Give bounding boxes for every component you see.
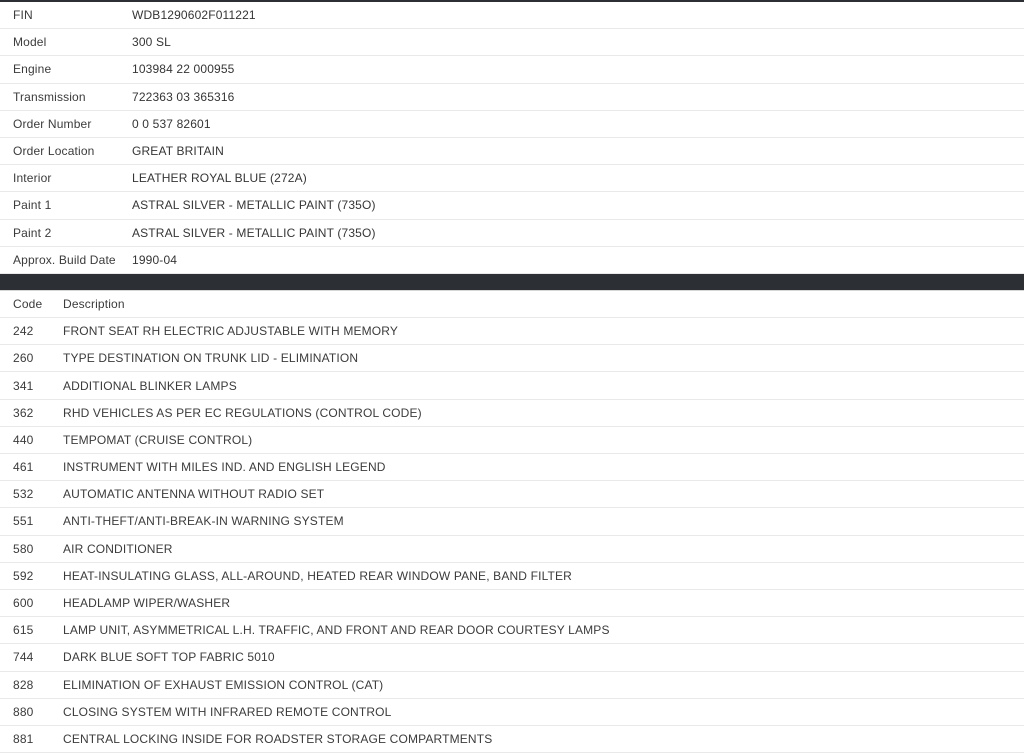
option-description: ADDITIONAL BLINKER LAMPS [63,378,237,393]
field-label: Paint 2 [13,225,52,240]
option-description: ANTI-THEFT/ANTI-BREAK-IN WARNING SYSTEM [63,514,344,529]
option-codes-table [0,291,1024,753]
field-value: 1990-04 [132,252,178,267]
vehicle-info-row [0,111,1024,138]
option-description: LAMP UNIT, ASYMMETRICAL L.H. TRAFFIC, AND FRONT AND REAR DOOR COURTESY LAMPS [63,623,610,638]
field-value: ASTRAL SILVER - METALLIC PAINT (735O) [132,225,376,240]
option-code: 600 [13,596,34,611]
vehicle-info-row [0,247,1024,274]
field-label: Model [13,35,47,50]
vehicle-info-row [0,29,1024,56]
option-code-row [0,481,1024,508]
option-code-row [0,590,1024,617]
field-label: FIN [13,8,33,23]
option-code: 260 [13,351,34,366]
option-code: 440 [13,432,34,447]
section-divider-bar [0,274,1024,291]
vehicle-info-table [0,2,1024,274]
option-code: 580 [13,541,34,556]
option-description: AIR CONDITIONER [63,541,173,556]
option-code: 828 [13,677,34,692]
option-code: 461 [13,460,34,475]
field-label: Order Location [13,144,95,159]
option-description: FRONT SEAT RH ELECTRIC ADJUSTABLE WITH MEMORY [63,324,399,339]
field-label: Approx. Build Date [13,252,116,267]
option-description: ELIMINATION OF EXHAUST EMISSION CONTROL (CAT) [63,677,384,692]
field-value: 300 SL [132,35,171,50]
option-code-row [0,454,1024,481]
vehicle-info-row [0,2,1024,29]
vehicle-info-row [0,84,1024,111]
option-description: CLOSING SYSTEM WITH INFRARED REMOTE CONTROL [63,704,392,719]
vehicle-info-row [0,192,1024,219]
field-value: 0 0 537 82601 [132,116,211,131]
option-code: 532 [13,487,34,502]
field-value: GREAT BRITAIN [132,144,224,159]
option-code-row [0,372,1024,399]
field-label: Order Number [13,116,92,131]
option-code-row [0,617,1024,644]
option-code: 242 [13,324,34,339]
field-label: Engine [13,62,52,77]
option-code-row [0,318,1024,345]
field-value: 722363 03 365316 [132,89,235,104]
vehicle-info-row [0,56,1024,83]
option-description: RHD VEHICLES AS PER EC REGULATIONS (CONTROL CODE) [63,405,422,420]
option-description: HEADLAMP WIPER/WASHER [63,596,231,611]
option-code-row [0,699,1024,726]
option-code-row [0,672,1024,699]
option-code: 744 [13,650,34,665]
option-description: INSTRUMENT WITH MILES IND. AND ENGLISH LEGEND [63,460,386,475]
field-label: Interior [13,171,52,186]
option-code-row [0,400,1024,427]
option-description: TEMPOMAT (CRUISE CONTROL) [63,432,253,447]
option-code: 551 [13,514,34,529]
option-description: CENTRAL LOCKING INSIDE FOR ROADSTER STORAGE COMPARTMENTS [63,731,493,746]
option-code: 592 [13,568,34,583]
option-code-row [0,536,1024,563]
option-description: HEAT-INSULATING GLASS, ALL-AROUND, HEATED REAR WINDOW PANE, BAND FILTER [63,568,572,583]
vehicle-info-row [0,165,1024,192]
vehicle-info-row [0,138,1024,165]
field-label: Transmission [13,89,86,104]
field-value: WDB1290602F011221 [132,8,256,23]
option-codes-header-row [0,291,1024,318]
option-description: TYPE DESTINATION ON TRUNK LID - ELIMINATION [63,351,359,366]
option-code: 881 [13,731,34,746]
option-code-row [0,345,1024,372]
description-column-header: Description [63,296,125,311]
option-codes-rows [0,318,1024,753]
option-code-row [0,508,1024,535]
field-value: LEATHER ROYAL BLUE (272A) [132,171,307,186]
vehicle-info-row [0,220,1024,247]
option-code-row [0,563,1024,590]
option-code-row [0,726,1024,753]
option-code: 362 [13,405,34,420]
option-code-row [0,644,1024,671]
code-column-header: Code [13,296,43,311]
option-description: DARK BLUE SOFT TOP FABRIC 5010 [63,650,275,665]
field-label: Paint 1 [13,198,52,213]
option-code: 341 [13,378,34,393]
option-code: 880 [13,704,34,719]
option-code: 615 [13,623,34,638]
field-value: 103984 22 000955 [132,62,235,77]
option-code-row [0,427,1024,454]
field-value: ASTRAL SILVER - METALLIC PAINT (735O) [132,198,376,213]
option-description: AUTOMATIC ANTENNA WITHOUT RADIO SET [63,487,325,502]
